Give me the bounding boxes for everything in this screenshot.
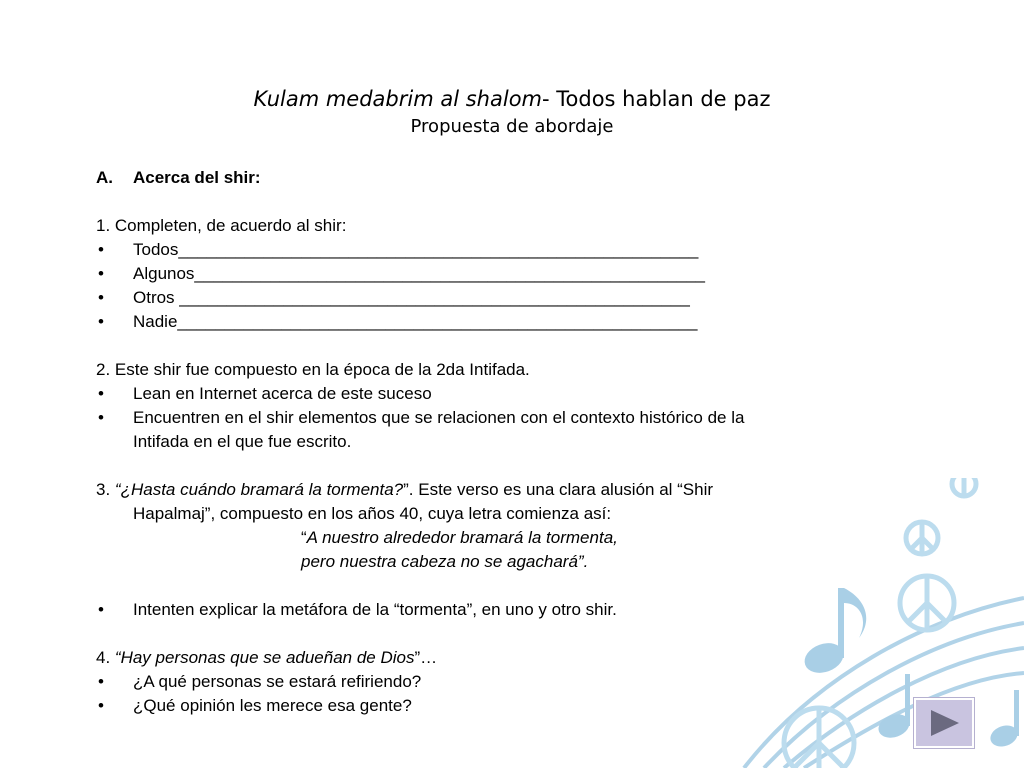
q4-number: 4. <box>96 648 115 667</box>
section-a-label: Acerca del shir: <box>133 168 261 187</box>
q3-verse-2-text: pero nuestra cabeza no se agachará <box>301 552 578 571</box>
q3-heading <box>96 478 896 502</box>
q1-bullet-nadie: Nadie_______________________________________________________ <box>133 312 698 331</box>
q1-bullet-todos: Todos_______________________________________________________ <box>133 240 699 259</box>
q1-heading: 1. Completen, de acuerdo al shir: <box>96 216 347 235</box>
q2-bullet-2: Encuentren en el shir elementos que se relacionen con el contexto histórico de la <box>133 408 745 427</box>
document-body <box>96 166 896 718</box>
list-item <box>96 262 896 286</box>
list-item <box>96 310 896 334</box>
page-title <box>0 84 1024 114</box>
bullet-icon: • <box>98 264 104 283</box>
bullet-icon: • <box>98 696 104 715</box>
q2-heading: 2. Este shir fue compuesto en la época de la 2da Intifada. <box>96 360 530 379</box>
bullet-icon: • <box>98 384 104 403</box>
q2-bullet-2-continuation: Intifada en el que fue escrito. <box>133 432 352 451</box>
page-subtitle: Propuesta de abordaje <box>410 116 614 137</box>
q3-bullet: Intenten explicar la metáfora de la “tormenta”, en uno y otro shir. <box>133 600 617 619</box>
section-a-marker: A. <box>96 168 113 187</box>
title-rest: - Todos hablan de paz <box>542 87 771 111</box>
list-item <box>96 670 896 694</box>
list-item <box>96 598 896 622</box>
q4-bullet-2: ¿Qué opinión les merece esa gente? <box>133 696 412 715</box>
q1-bullet-otros: Otros ______________________________________________________ <box>133 288 690 307</box>
q3-line2: Hapalmaj”, compuesto en los años 40, cuya letra comienza así: <box>133 504 612 523</box>
q1-bullet-algunos: Algunos______________________________________________________ <box>133 264 705 283</box>
bullet-icon: • <box>98 240 104 259</box>
list-item <box>96 382 896 406</box>
title-italic: Kulam medabrim al shalom <box>253 87 542 111</box>
q3-verse-2 <box>96 550 896 574</box>
q3-verse-open: “ <box>301 528 307 547</box>
q4-bullet-1: ¿A qué personas se estará refiriendo? <box>133 672 422 691</box>
q4-quote: “Hay personas que se adueñan de Dios <box>114 648 415 667</box>
q2-bullet-1: Lean en Internet acerca de este suceso <box>133 384 432 403</box>
next-slide-button[interactable] <box>914 698 974 748</box>
bullet-icon: • <box>98 312 104 331</box>
q3-quote-rest: ”. Este verso es una clara alusión al “Shir <box>403 480 714 499</box>
q3-verse-2-close: ”. <box>577 552 589 571</box>
bullet-icon: • <box>98 600 104 619</box>
bullet-icon: • <box>98 672 104 691</box>
list-item <box>96 694 896 718</box>
q3-quote-open: “ <box>114 480 121 499</box>
q3-verse-1 <box>96 526 896 550</box>
q4-heading <box>96 646 896 670</box>
play-arrow-icon <box>927 708 961 738</box>
header <box>0 84 1024 140</box>
q3-number: 3. <box>96 480 115 499</box>
bullet-icon: • <box>98 408 104 427</box>
q4-quote-rest: ”… <box>414 648 438 667</box>
bullet-icon: • <box>98 288 104 307</box>
section-a-heading <box>96 166 896 190</box>
q3-verse-1-text: A nuestro alrededor bramará la tormenta, <box>306 528 618 547</box>
list-item <box>96 286 896 310</box>
list-item <box>96 238 896 262</box>
q3-quote: ¿Hasta cuándo bramará la tormenta? <box>120 480 404 499</box>
list-item <box>96 406 896 430</box>
